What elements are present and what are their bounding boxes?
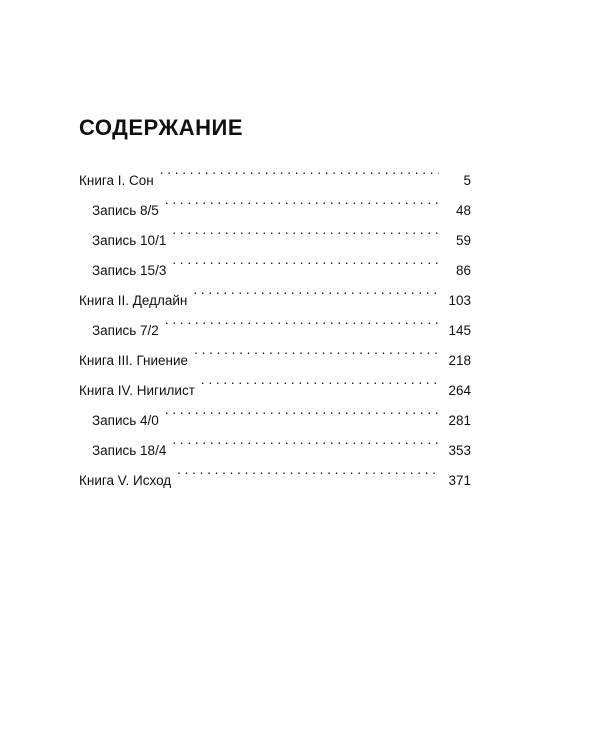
toc-dot-leader: [172, 425, 439, 455]
toc-entry-label: Книга IV. Нигилист: [79, 383, 195, 398]
toc-entry-label: Книга II. Дедлайн: [79, 293, 188, 308]
toc-entry-page: 353: [448, 443, 471, 458]
toc-entry-page: 5: [463, 173, 471, 188]
toc-dot-leader: [172, 215, 439, 245]
toc-entry-label: Запись 4/0: [92, 413, 159, 428]
toc-entry-page: 371: [448, 473, 471, 488]
toc-dot-leader: [172, 245, 439, 275]
toc-entry-label: Запись 10/1: [92, 233, 167, 248]
toc-entry-label: Запись 8/5: [92, 203, 159, 218]
toc-entry-page: 103: [448, 293, 471, 308]
toc-entry-page: 264: [448, 383, 471, 398]
toc-entry-page: 59: [455, 233, 471, 248]
toc-entry-label: Книга III. Гниение: [79, 353, 189, 368]
toc-entry-label: Книга I. Сон: [79, 173, 154, 188]
toc-entry-page: 48: [455, 203, 471, 218]
toc-entry-page: 145: [448, 323, 471, 338]
toc-dot-leader: [160, 155, 439, 185]
toc-dot-leader: [165, 185, 439, 215]
toc-list: [79, 155, 471, 488]
toc-entry-label: Книга V. Исход: [79, 473, 172, 488]
toc-dot-leader: [165, 395, 439, 425]
toc-entry-label: Запись 15/3: [92, 263, 167, 278]
toc-dot-leader: [177, 455, 439, 485]
toc-entry-label: Запись 18/4: [92, 443, 167, 458]
toc-entry-label: Запись 7/2: [92, 323, 159, 338]
toc-dot-leader: [194, 335, 439, 365]
toc-heading: СОДЕРЖАНИЕ: [79, 115, 244, 140]
toc-dot-leader: [201, 365, 439, 395]
toc-entry-page: 281: [448, 413, 471, 428]
toc-dot-leader: [193, 275, 439, 305]
toc-dot-leader: [165, 305, 439, 335]
toc-entry-page: 218: [448, 353, 471, 368]
toc-entry-page: 86: [455, 263, 471, 278]
toc-entry: [79, 155, 471, 188]
